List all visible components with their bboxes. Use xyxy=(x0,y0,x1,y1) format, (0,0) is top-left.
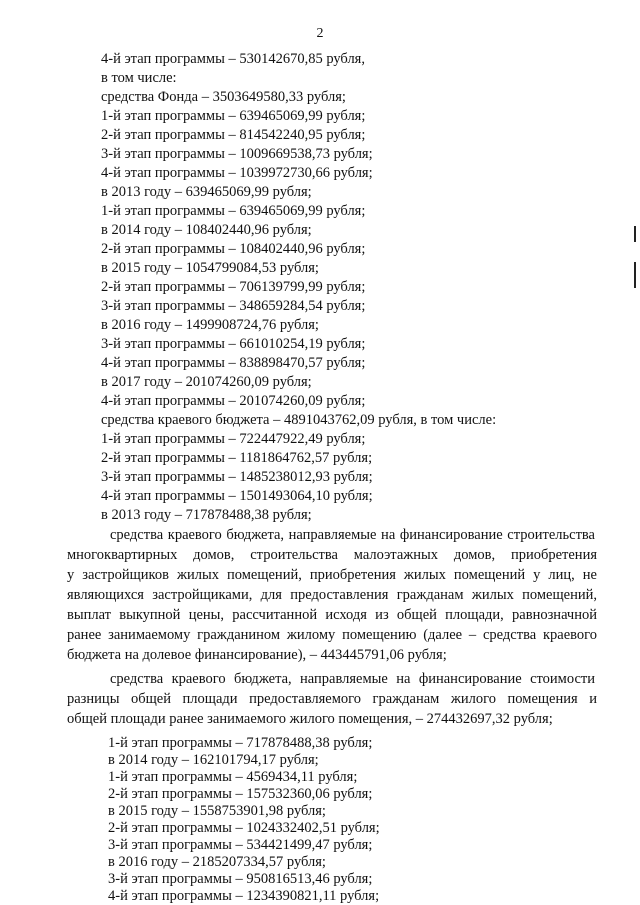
text-line: в 2015 году – 1054799084,53 рубля; xyxy=(101,260,319,276)
text-line: 4-й этап программы – 1501493064,10 рубля; xyxy=(101,488,373,504)
text-line: 3-й этап программы – 950816513,46 рубля; xyxy=(108,871,373,887)
text-line: в 2013 году – 639465069,99 рубля; xyxy=(101,184,312,200)
scan-artifact xyxy=(634,226,636,242)
paragraph-line: разницы общей площади предоставляемого гражданам жилого помещения и xyxy=(67,691,597,707)
text-line: 2-й этап программы – 1181864762,57 рубля; xyxy=(101,450,373,466)
text-line: 4-й этап программы – 1039972730,66 рубля; xyxy=(101,165,373,181)
text-line: 2-й этап программы – 814542240,95 рубля; xyxy=(101,127,366,143)
text-line: в 2014 году – 108402440,96 рубля; xyxy=(101,222,312,238)
text-line: средства краевого бюджета – 4891043762,09 рубля, в том числе: xyxy=(101,412,497,428)
text-line: 2-й этап программы – 108402440,96 рубля; xyxy=(101,241,366,257)
text-line: 1-й этап программы – 639465069,99 рубля; xyxy=(101,203,366,219)
text-line: 3-й этап программы – 1009669538,73 рубля; xyxy=(101,146,373,162)
text-line: 1-й этап программы – 4569434,11 рубля; xyxy=(108,769,358,785)
text-line: в 2016 году – 1499908724,76 рубля; xyxy=(101,317,319,333)
text-line: 4-й этап программы – 1234390821,11 рубля; xyxy=(108,888,380,904)
text-line: 2-й этап программы – 1024332402,51 рубля; xyxy=(108,820,380,836)
text-line: средства Фонда – 3503649580,33 рубля; xyxy=(101,89,346,105)
text-line: 4-й этап программы – 838898470,57 рубля; xyxy=(101,355,366,371)
text-line: 3-й этап программы – 534421499,47 рубля; xyxy=(108,837,373,853)
text-line: 1-й этап программы – 717878488,38 рубля; xyxy=(108,735,373,751)
text-line: в 2013 году – 717878488,38 рубля; xyxy=(101,507,312,523)
text-line: 3-й этап программы – 1485238012,93 рубля; xyxy=(101,469,373,485)
paragraph-line: общей площади ранее занимаемого жилого помещения, – 274432697,32 рубля; xyxy=(67,711,553,727)
text-line: в 2015 году – 1558753901,98 рубля; xyxy=(108,803,326,819)
paragraph-line: средства краевого бюджета, направляемые на финансирование стоимости xyxy=(110,671,595,687)
text-line: 2-й этап программы – 157532360,06 рубля; xyxy=(108,786,373,802)
text-line: 4-й этап программы – 530142670,85 рубля, xyxy=(101,51,365,67)
text-line: в том числе: xyxy=(101,70,177,86)
text-line: в 2014 году – 162101794,17 рубля; xyxy=(108,752,319,768)
text-line: в 2016 году – 2185207334,57 рубля; xyxy=(108,854,326,870)
text-line: 1-й этап программы – 722447922,49 рубля; xyxy=(101,431,366,447)
scan-artifact xyxy=(634,262,636,288)
text-line: 1-й этап программы – 639465069,99 рубля; xyxy=(101,108,366,124)
paragraph-line: многоквартирных домов, строительства малоэтажных домов, приобретения xyxy=(67,547,597,563)
text-line: 4-й этап программы – 201074260,09 рубля; xyxy=(101,393,366,409)
text-line: в 2017 году – 201074260,09 рубля; xyxy=(101,374,312,390)
paragraph-line: бюджета на долевое финансирование), – 443445791,06 рубля; xyxy=(67,647,447,663)
paragraph-line: средства краевого бюджета, направляемые на финансирование строительства xyxy=(110,527,595,543)
paragraph-line: выплат выкупной цены, рассчитанной исходя из общей площади, равнозначной xyxy=(67,607,597,623)
page-number: 2 xyxy=(316,26,324,41)
text-line: 2-й этап программы – 706139799,99 рубля; xyxy=(101,279,366,295)
paragraph-line: являющихся застройщиками, для предоставления гражданам жилых помещений, xyxy=(67,587,597,603)
paragraph-line: ранее занимаемому гражданином жилому помещению (далее – средства краевого xyxy=(67,627,597,643)
text-line: 3-й этап программы – 661010254,19 рубля; xyxy=(101,336,366,352)
text-line: 3-й этап программы – 348659284,54 рубля; xyxy=(101,298,366,314)
paragraph-line: у застройщиков жилых помещений, приобретения жилых помещений у лиц, не xyxy=(67,567,597,583)
